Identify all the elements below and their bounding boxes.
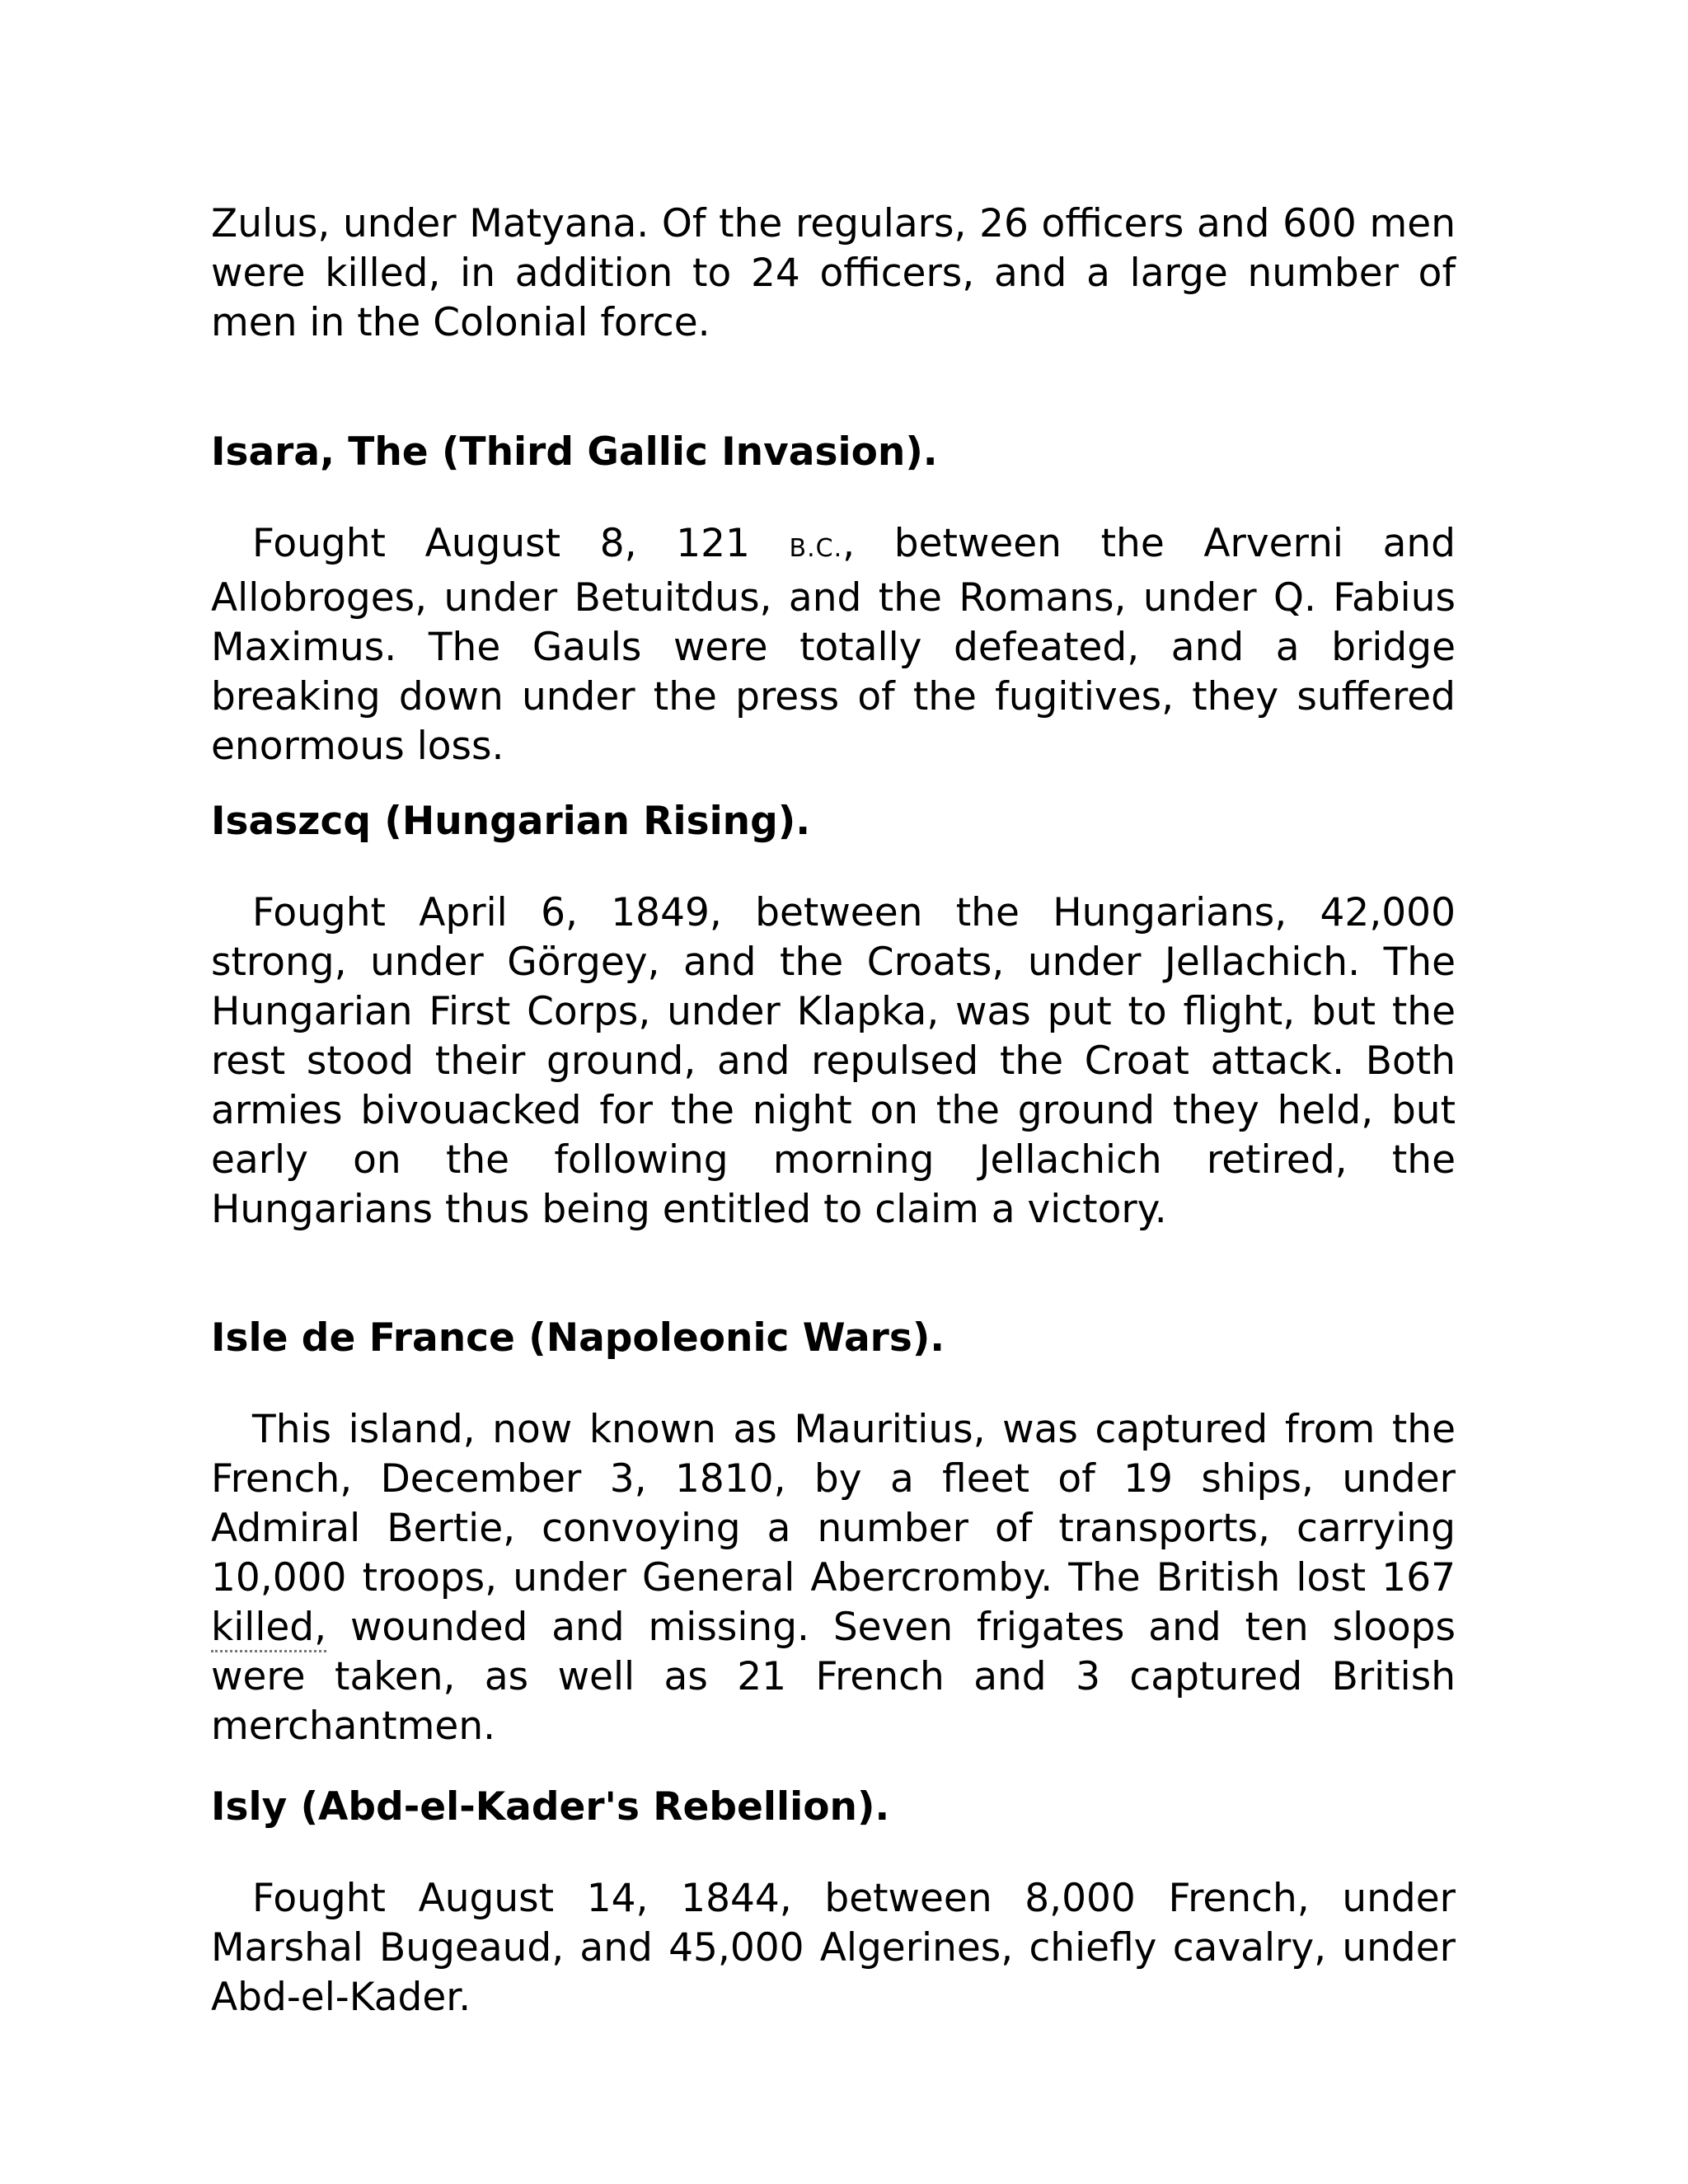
entry-body-isle-text-2: wounded and missing. Seven frigates and ten sloops were taken, as well as 21 French and 3 captured British merchantmen. [211,1605,1456,1749]
entry-body-isle-de-france [211,1405,1456,1751]
entry-heading-isaszcq: Isaszcq (Hungarian Rising). [211,799,811,844]
entry-heading-isle-de-france: Isle de France (Napoleonic Wars). [211,1315,945,1361]
entry-body-isara [211,519,1456,771]
entry-body-isara-era: B.C. [789,534,843,563]
entry-body-isle-text-1: This island, now known as Mauritius, was captured from the French, December 3, 1810, by a fleet of 19 ships, under Admiral Bertie, convoying a number of transports, carrying 10,000 troops, under General Abercromby. The British lost 167 [211,1407,1456,1601]
entry-body-isara-text-2: , between the Arverni and Allobroges, under Betuitdus, and the Romans, under Q. Fabius Maximus. The Gauls were totally defeated, and a bridge breaking down under the press of the fugitives, they suffered enormous loss. [211,521,1456,769]
entry-body-isly: Fought August 14, 1844, between 8,000 French, under Marshal Bugeaud, and 45,000 Algerines, chiefly cavalry, under Abd-el-Kader. [211,1876,1456,2020]
entry-heading-isly: Isly (Abd-el-Kader's Rebellion). [211,1784,890,1830]
entry-body-isara-text-1: Fought August 8, 121 [252,521,790,566]
footnote-link-killed[interactable]: killed, [211,1605,326,1652]
intro-paragraph: Zulus, under Matyana. Of the regulars, 26 officers and 600 men were killed, in addition to 24 officers, and a large number of men in the Colonial force. [211,201,1456,345]
entry-heading-isara: Isara, The (Third Gallic Invasion). [211,429,938,475]
entry-body-isaszcq: Fought April 6, 1849, between the Hungarians, 42,000 strong, under Görgey, and the Croats, under Jellachich. The Hungarian First Corps, under Klapka, was put to flight, but the rest stood their ground, and repulsed the Croat attack. Both armies bivouacked for the night on the ground they held, but early on the following morning Jellachich retired, the Hungarians thus being entitled to claim a victory. [211,890,1456,1232]
